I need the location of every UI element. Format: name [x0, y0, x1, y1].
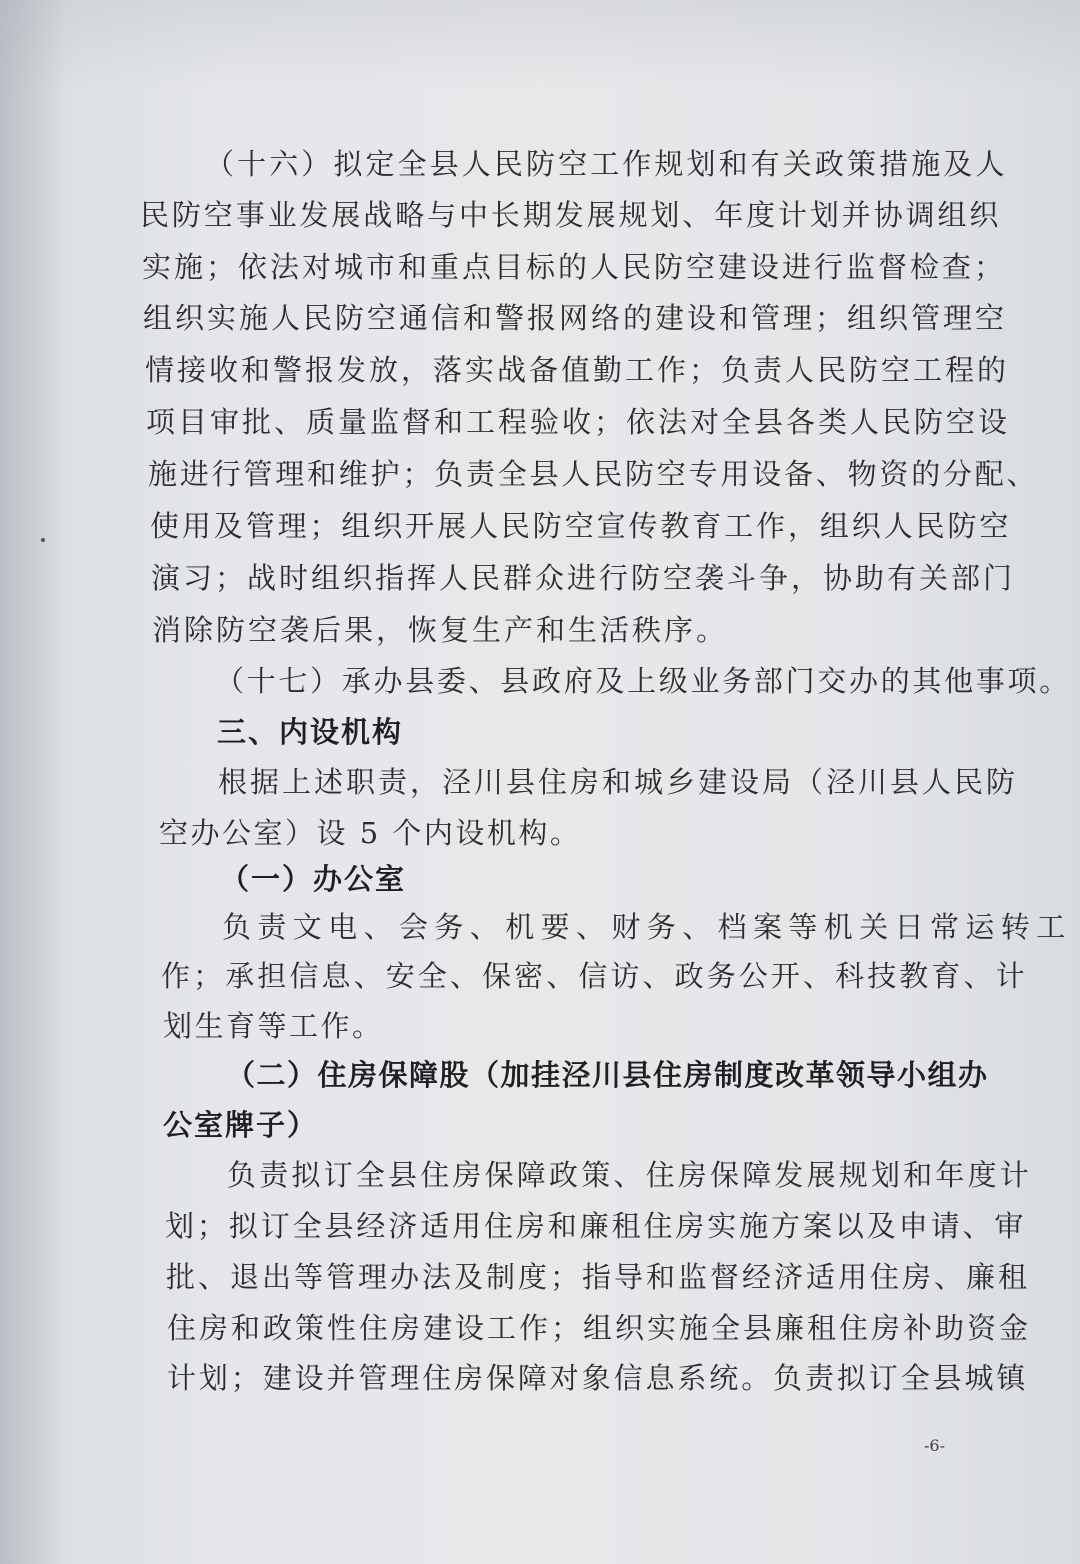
text-line-1: （十六）拟定全县人民防空工作规划和有关政策措施及人	[205, 147, 1008, 181]
text-line-5: 情接收和警报发放，落实战备值勤工作；负责人民防空工程的	[145, 353, 1010, 387]
text-line-8: 使用及管理；组织开展人民防空宣传教育工作，组织人民防空	[150, 509, 1012, 543]
page-speck	[41, 538, 45, 542]
subsection-heading-2-cont: 公室牌子）	[163, 1108, 319, 1142]
subsection-heading-2: （二）住房保障股（加挂泾川县住房制度改革领导小组办	[226, 1058, 989, 1092]
text-line-4: 组织实施人民防空通信和警报网络的建设和管理；组织管理空	[143, 301, 1008, 335]
text-line-21: 负责拟订全县住房保障政策、住房保障发展规划和年度计	[227, 1158, 1033, 1192]
text-line-14: 空办公室）设 5 个内设机构。	[159, 816, 582, 850]
page-shadow-top	[0, 0, 1080, 90]
text-line-11: （十七）承办县委、县政府及上级业务部门交办的其他事项。	[215, 664, 1071, 698]
page-shadow-left	[0, 0, 70, 1564]
text-line-18: 划生育等工作。	[163, 1009, 384, 1043]
text-line-24: 住房和政策性住房建设工作；组织实施全县廉租住房补助资金	[167, 1311, 1032, 1345]
section-heading-3: 三、内设机构	[217, 715, 404, 749]
text-line-9: 演习；战时组织指挥人民群众进行防空袭斗争，协助有关部门	[151, 561, 1016, 595]
text-line-3: 实施；依法对城市和重点目标的人民防空建设进行监督检查；	[142, 250, 1007, 284]
text-line-22: 划；拟订全县经济适用住房和廉租住房实施方案以及申请、审	[165, 1209, 1027, 1243]
subsection-heading-1: （一）办公室	[220, 862, 407, 896]
text-line-13: 根据上述职责，泾川县住房和城乡建设局（泾川县人民防	[218, 765, 1019, 799]
text-line-2: 民防空事业发展战略与中长期发展规划、年度计划并协调组织	[140, 198, 1002, 232]
text-line-25: 计划；建设并管理住房保障对象信息系统。负责拟订全县城镇	[167, 1361, 1029, 1395]
page-number: -6-	[924, 1436, 945, 1455]
text-line-16: 负责文电、会务、机要、财务、档案等机关日常运转工	[222, 910, 1072, 944]
text-line-23: 批、退出等管理办法及制度；指导和监督经济适用住房、廉租	[166, 1260, 1031, 1294]
text-line-17: 作；承担信息、安全、保密、信访、政务公开、科技教育、计	[161, 959, 1028, 993]
text-line-10: 消除防空袭后果，恢复生产和生活秩序。	[152, 613, 729, 647]
text-line-6: 项目审批、质量监督和工程验收；依法对全县各类人民防空设	[146, 405, 1011, 439]
text-line-7: 施进行管理和维护；负责全县人民防空专用设备、物资的分配、	[148, 457, 1039, 491]
